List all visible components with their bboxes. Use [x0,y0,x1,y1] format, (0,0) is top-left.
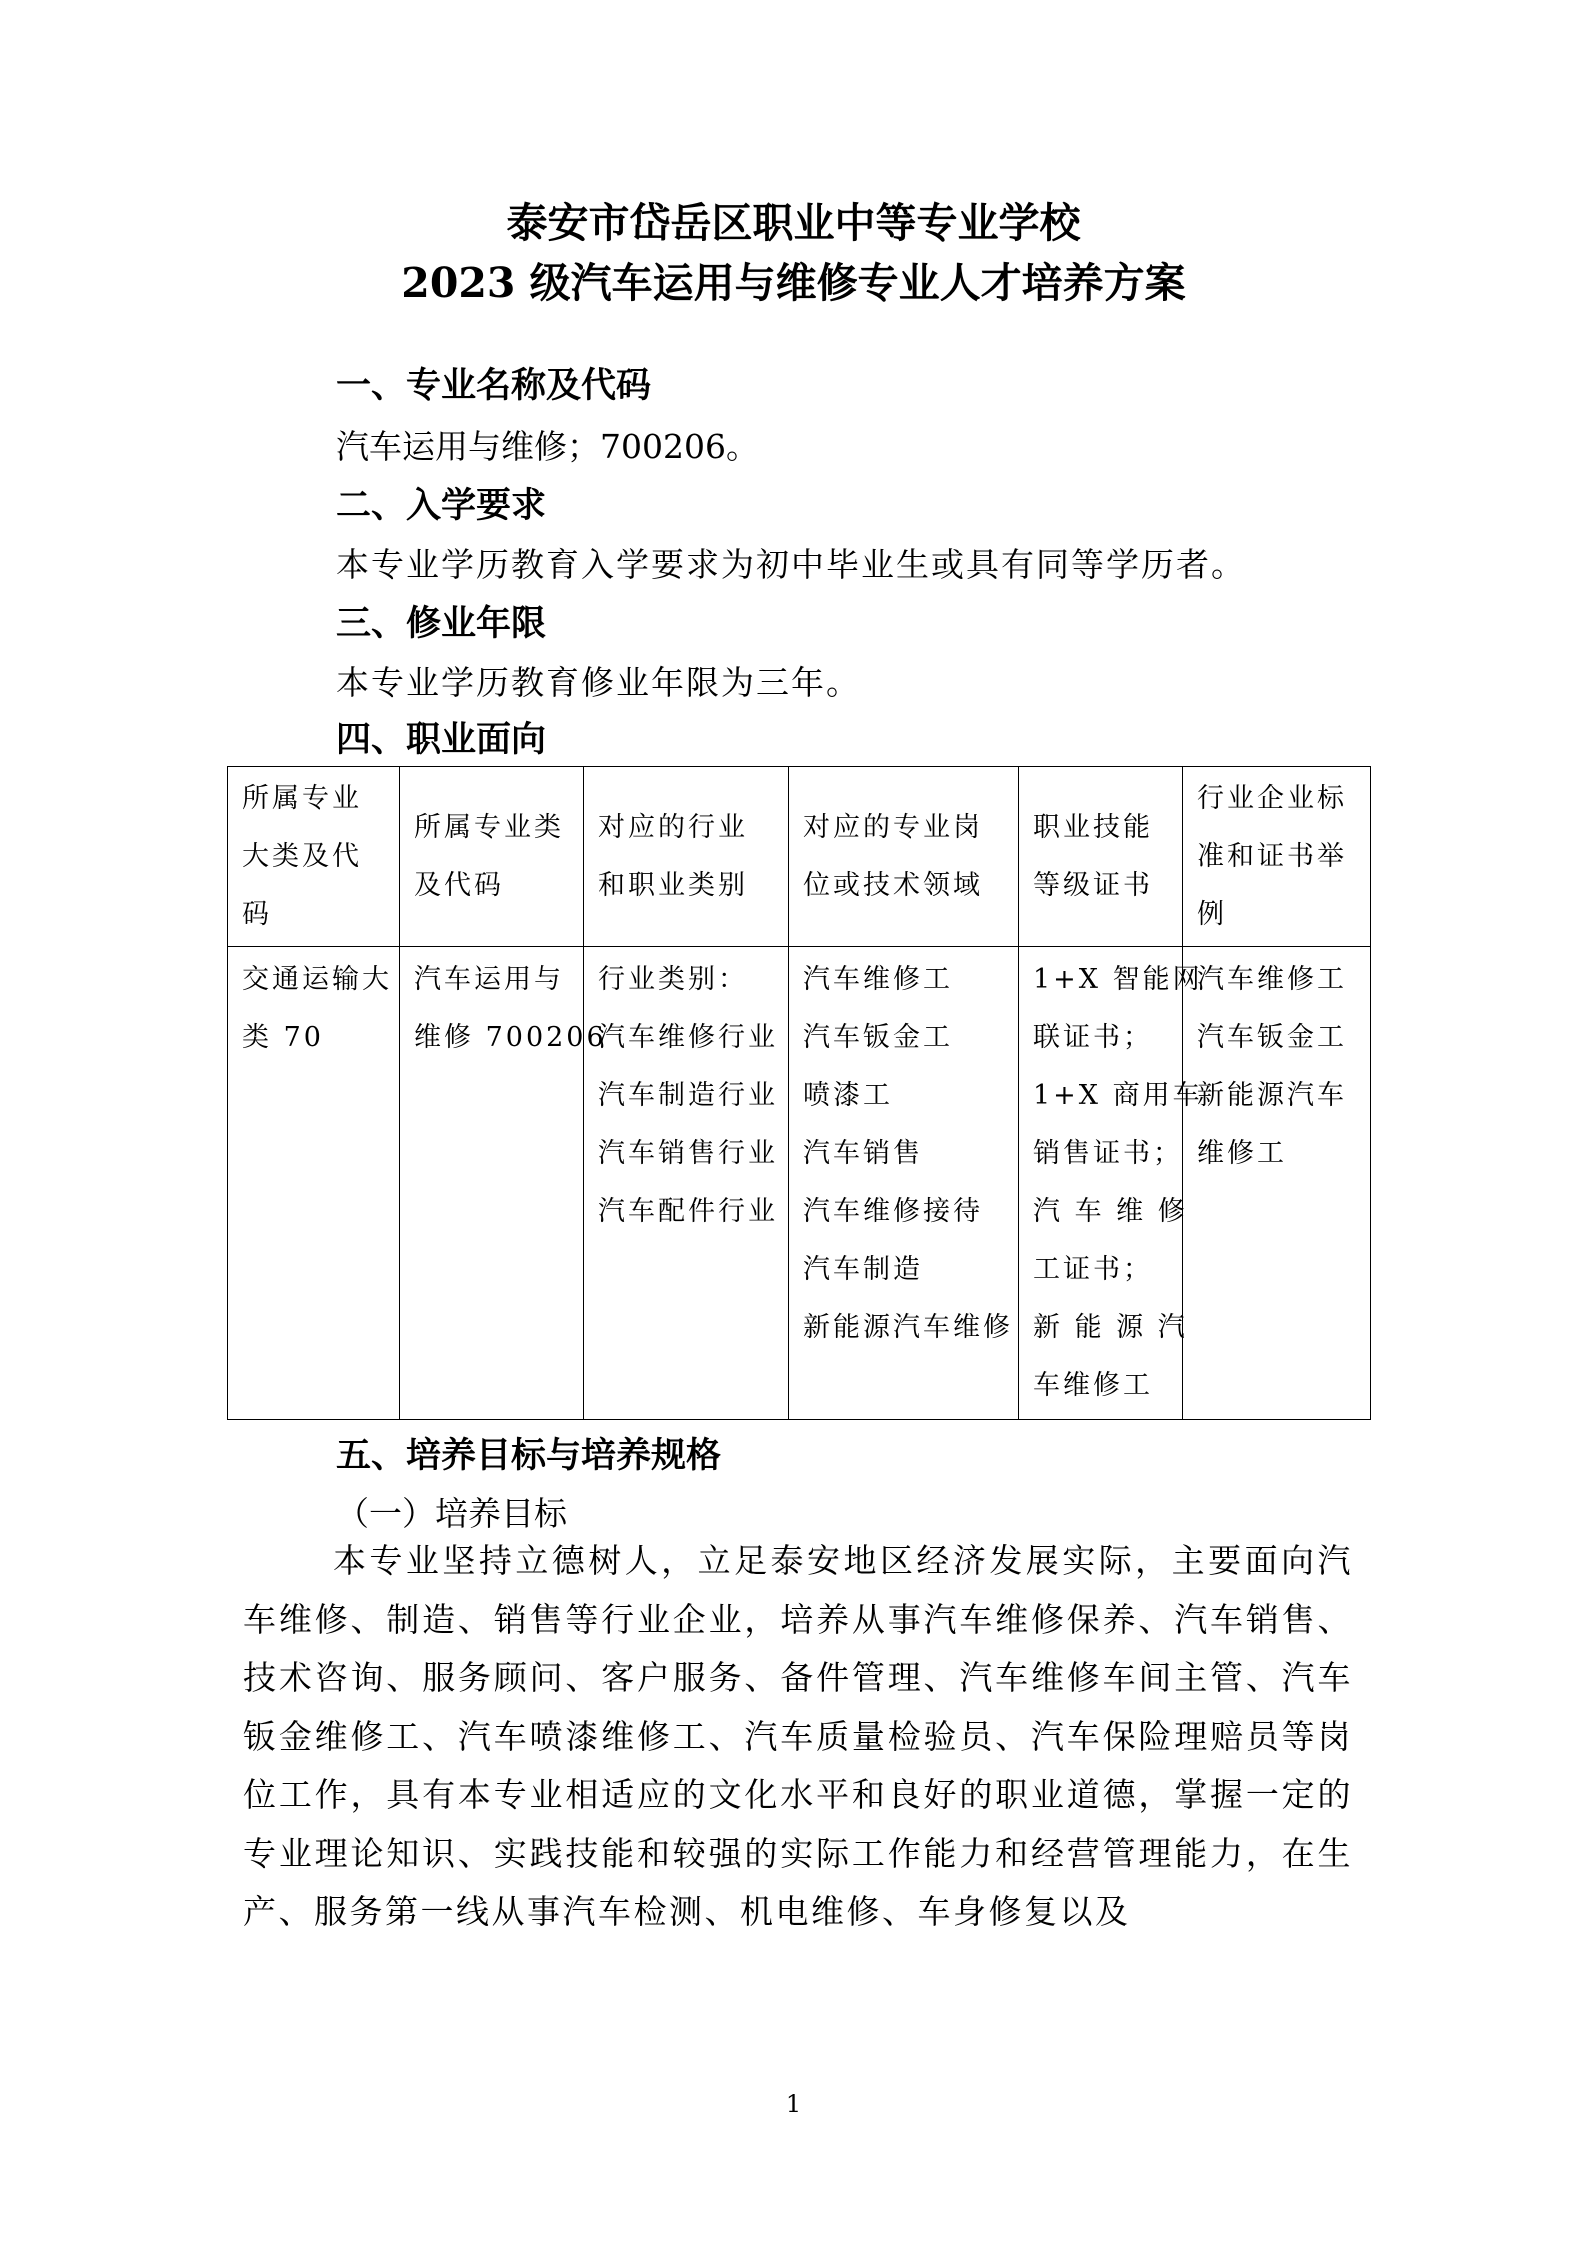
section-heading-2: 二、入学要求 [336,486,547,526]
table-header-cell: 对应的专业岗 位或技术领域 [789,767,1019,947]
table-header-cell: 职业技能 等级证书 [1019,767,1183,947]
section-text-2: 本专业学历教育入学要求为初中毕业生或具有同等学历者。 [336,545,1246,584]
table-header-cell: 行业企业标 准和证书举 例 [1183,767,1371,947]
document-title-line1: 泰安市岱岳区职业中等专业学校 [506,199,1081,247]
section-heading-5: 五、培养目标与培养规格 [336,1436,722,1476]
section-heading-1: 一、专业名称及代码 [336,366,652,406]
table-header-cell: 所属专业 大类及代 码 [228,767,400,947]
section-heading-4: 四、职业面向 [336,720,547,760]
section-heading-3: 三、修业年限 [336,604,547,644]
section-text-3: 本专业学历教育修业年限为三年。 [336,663,861,702]
table-cell: 1+X 智能网 联证书； 1+X 商用车 销售证书； 汽 车 维 修 工证书； 新 能 源 汽 车维修工 [1019,947,1183,1420]
table-header-cell: 对应的行业 和职业类别 [584,767,789,947]
table-cell: 汽车运用与 维修 700206 [400,947,584,1420]
section-subheading-5-1: （一）培养目标 [336,1494,567,1533]
table-cell: 交通运输大 类 70 [228,947,400,1420]
training-goal-paragraph: 本专业坚持立德树人，立足泰安地区经济发展实际，主要面向汽车维修、制造、销售等行业企业，培养从事汽车维修保养、汽车销售、技术咨询、服务顾问、客户服务、备件管理、汽车维修车间主管、汽车钣金维修工、汽车喷漆维修工、汽车质量检验员、汽车保险理赔员等岗位工作，具有本专业相适应的文化水平和良好的职业道德，掌握一定的专业理论知识、实践技能和较强的实际工作能力和经营管理能力，在生产、服务第一线从事汽车检测、机电维修、车身修复以及 [243,1541,1353,1931]
document-title-line2: 2023 级汽车运用与维修专业人才培养方案 [401,259,1186,307]
table-cell: 汽车维修工 汽车钣金工 新能源汽车 维修工 [1183,947,1371,1420]
table-header-cell: 所属专业类 及代码 [400,767,584,947]
section-text-1: 汽车运用与维修；700206。 [336,427,759,466]
occupation-table [227,766,1371,1420]
table-row [228,947,1371,1420]
page-number: 1 [785,2090,802,2118]
table-cell: 行业类别： 汽车维修行业 汽车制造行业 汽车销售行业 汽车配件行业 [584,947,789,1420]
table-cell: 汽车维修工 汽车钣金工 喷漆工 汽车销售 汽车维修接待 汽车制造 新能源汽车维修 [789,947,1019,1420]
table-header-row [228,767,1371,947]
